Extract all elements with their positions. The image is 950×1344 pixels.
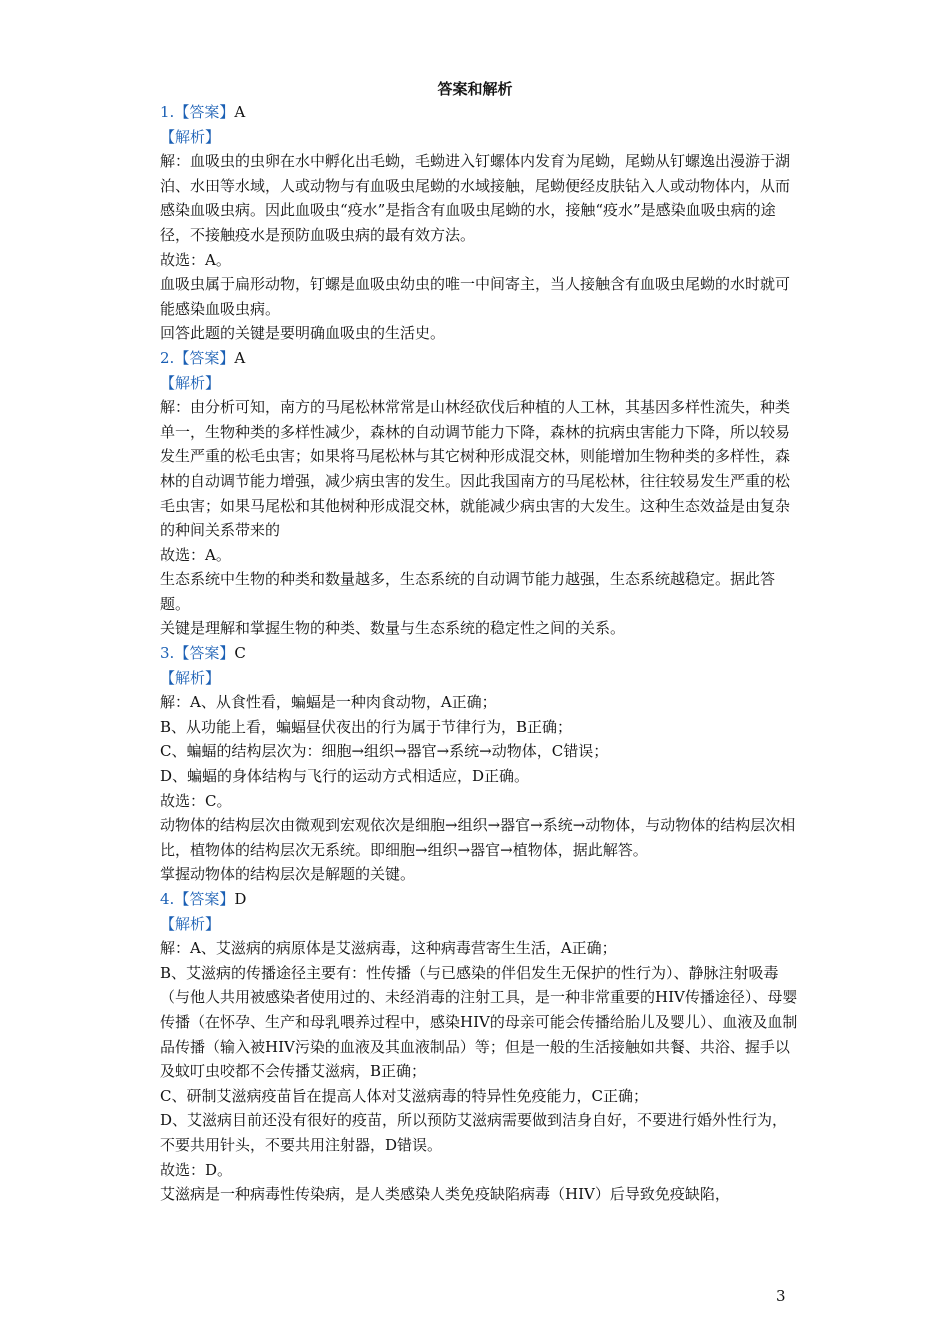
analysis-paragraph: 关键是理解和掌握生物的种类、数量与生态系统的稳定性之间的关系。 [160, 619, 626, 638]
question-number: 3. [160, 644, 175, 663]
answer-line-2 [160, 346, 800, 371]
question-number: 4. [160, 890, 175, 908]
analysis-paragraph: 解：由分析可知，南方的马尾松林常常是山林经砍伐后种植的人工林，其基因多样性流失，种类单一，生物种类的多样性减少，森林的自动调节能力下降，森林的抗病虫害能力下降，所以较易发生严重的松毛虫害；如果将马尾松林与其它树种形成混交林，则能增加生物种类的多样性，森林的自动调节能力增强，减少病虫害的发生。因此我国南方的马尾松林，往往较易发生严重的松毛虫害；如果马尾松和其他树种形成混交林，就能减少病虫害的大发生。这种生态效益是由复杂的种间关系带来的 [160, 398, 791, 540]
page-number: 3 [776, 1287, 786, 1305]
answer-value: A [234, 103, 246, 121]
analysis-paragraph: 掌握动物体的结构层次是解题的关键。 [160, 865, 416, 884]
answer-line-1 [160, 100, 800, 125]
analysis-paragraph: D、艾滋病目前还没有很好的疫苗，所以预防艾滋病需要做到洁身自好，不要进行婚外性行为，不要共用针头，不要共用注射器，D错误。 [160, 1111, 788, 1154]
page-title: 答案和解析 [437, 80, 513, 98]
analysis-tag: 【解析】 [160, 127, 221, 146]
question-number: 1. [160, 103, 175, 121]
answer-tag: 【答案】 [174, 348, 235, 367]
analysis-paragraph: 解：A、从食性看，蝙蝠是一种肉食动物，A正确； [160, 693, 497, 712]
analysis-paragraph: C、蝙蝠的结构层次为：细胞→组织→器官→系统→动物体，C错误； [160, 742, 609, 761]
answer-tag: 【答案】 [174, 644, 235, 663]
analysis-tag: 【解析】 [160, 668, 221, 687]
analysis-paragraph: 故选：A。 [160, 545, 231, 564]
analysis-paragraph: 血吸虫属于扁形动物，钉螺是血吸虫幼虫的唯一中间寄主，当人接触含有血吸虫尾蚴的水时就可能感染血吸虫病。 [160, 275, 791, 318]
analysis-paragraph: D、蝙蝠的身体结构与飞行的运动方式相适应，D正确。 [160, 767, 530, 786]
analysis-paragraph: B、艾滋病的传播途径主要有：性传播（与已感染的伴侣发生无保护的性行为）、静脉注射吸毒（与他人共用被感染者使用过的、未经消毒的注射工具，是一种非常重要的HIV传播途径）、母婴传播（在怀孕、生产和母乳喂养过程中，感染HIV的母亲可能会传播给胎儿及婴儿）、血液及血制品传播（输入被HIV污染的血液及其血液制品）等；但是一般的生活接触如共餐、共浴、握手以及蚊叮虫咬都不会传播艾滋病，B正确； [160, 963, 798, 1081]
analysis-paragraph: C、研制艾滋病疫苗旨在提高人体对艾滋病毒的特异性免疫能力，C正确； [160, 1086, 648, 1105]
answer-value: A [234, 348, 246, 367]
analysis-paragraph: 解：血吸虫的虫卵在水中孵化出毛蚴，毛蚴进入钉螺体内发育为尾蚴，尾蚴从钉螺逸出漫游于湖泊、水田等水域，人或动物与有血吸虫尾蚴的水域接触，尾蚴便经皮肤钻入人或动物体内，从而感染血吸虫病。因此血吸虫“疫水”是指含有血吸虫尾蚴的水，接触“疫水”是感染血吸虫病的途径，不接触疫水是预防血吸虫病的最有效方法。 [160, 152, 791, 244]
analysis-paragraph: 解：A、艾滋病的病原体是艾滋病毒，这种病毒营寄生生活，A正确； [160, 939, 617, 958]
answer-tag: 【答案】 [174, 103, 235, 121]
answer-line-3 [160, 641, 800, 666]
analysis-paragraph: 故选：C。 [160, 791, 232, 810]
answer-line-4 [160, 887, 800, 912]
analysis-paragraph: B、从功能上看，蝙蝠昼伏夜出的行为属于节律行为，B正确； [160, 717, 573, 736]
answer-tag: 【答案】 [174, 890, 235, 908]
answer-content [160, 100, 800, 1207]
question-number: 2. [160, 348, 175, 367]
analysis-paragraph: 动物体的结构层次由微观到宏观依次是细胞→组织→器官→系统→动物体，与动物体的结构层次相比，植物体的结构层次无系统。即细胞→组织→器官→植物体，据此解答。 [160, 816, 796, 859]
analysis-paragraph: 艾滋病是一种病毒性传染病，是人类感染人类免疫缺陷病毒（HIV）后导致免疫缺陷， [160, 1185, 730, 1204]
analysis-paragraph: 生态系统中生物的种类和数量越多，生态系统的自动调节能力越强，生态系统越稳定。据此答题。 [160, 570, 776, 613]
analysis-tag: 【解析】 [160, 373, 221, 392]
analysis-paragraph: 回答此题的关键是要明确血吸虫的生活史。 [160, 324, 446, 343]
analysis-paragraph: 故选：A。 [160, 250, 231, 269]
answer-value: C [234, 644, 246, 663]
answer-value: D [234, 890, 247, 908]
analysis-paragraph: 故选：D。 [160, 1160, 233, 1179]
analysis-tag: 【解析】 [160, 914, 221, 933]
